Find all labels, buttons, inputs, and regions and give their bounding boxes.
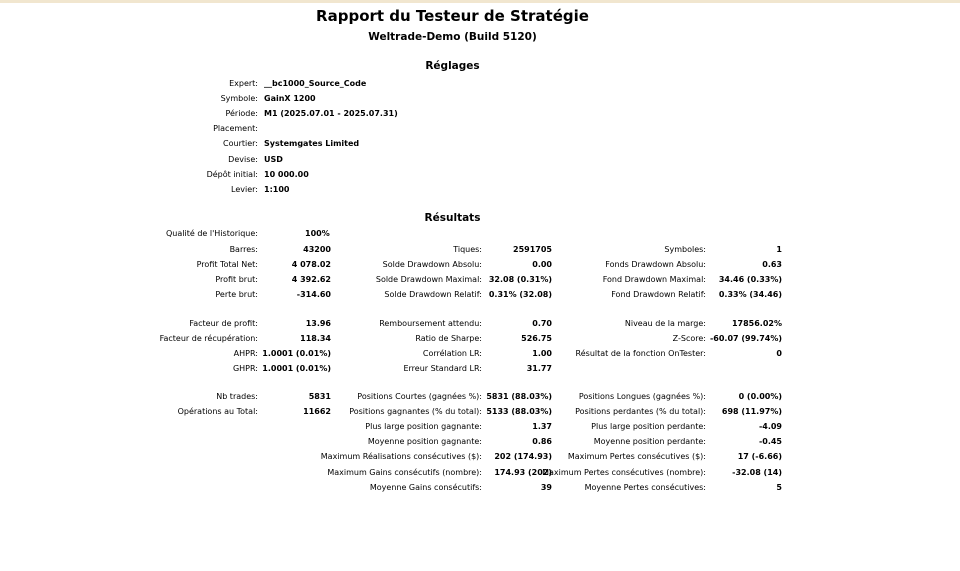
settings-label: Devise: — [228, 154, 258, 164]
top-border — [0, 0, 960, 3]
results-row — [0, 390, 960, 404]
metric-value: 0.86 — [532, 437, 552, 447]
metric-value: 5831 (88.03%) — [486, 392, 552, 401]
metric-label: Corrélation LR: — [422, 349, 482, 359]
metric-value: 5831 — [308, 392, 331, 401]
metric-label: Facteur de profit: — [189, 319, 258, 328]
metric-label: Tiques: — [453, 245, 482, 254]
settings-value: 1:100 — [264, 184, 290, 194]
metric-label: Maximum Réalisations consécutives ($): — [320, 452, 482, 462]
settings-section-title: Réglages — [425, 60, 480, 72]
metric-value: 0 — [776, 349, 782, 359]
metric-label: Profit Total Net: — [196, 260, 258, 270]
metric-value: -4.09 — [758, 422, 782, 432]
settings-label: Expert: — [229, 79, 258, 88]
settings-label: Dépôt initial: — [206, 169, 258, 179]
metric-label: Remboursement attendu: — [379, 319, 482, 328]
results-row — [0, 420, 960, 434]
settings-value: Systemgates Limited — [264, 139, 360, 149]
metric-value: 31.77 — [526, 364, 552, 374]
metric-label: Barres: — [229, 245, 258, 254]
metric-label: Moyenne Gains consécutifs: — [369, 482, 482, 492]
metric-value: 17 (-6.66) — [737, 452, 782, 462]
report-title: Rapport du Testeur de Stratégie — [316, 7, 589, 25]
metric-label: Positions Longues (gagnées %): — [578, 392, 706, 401]
metric-label: Facteur de récupération: — [159, 334, 258, 344]
metric-value: 1 — [776, 245, 782, 254]
results-row — [0, 288, 960, 302]
metric-label: Opérations au Total: — [177, 407, 258, 417]
metric-label: Ratio de Sharpe: — [415, 334, 482, 344]
metric-label: GHPR: — [232, 364, 258, 374]
settings-row — [0, 168, 960, 182]
results-row — [0, 243, 960, 257]
metric-value: -32.08 (14) — [732, 467, 782, 477]
metric-label: Symboles: — [664, 245, 706, 254]
metric-value: 0 (0.00%) — [738, 392, 782, 401]
metric-label: Moyenne position perdante: — [593, 437, 706, 447]
metric-value: 0.00 — [532, 260, 552, 270]
metric-value: 0.31% (32.08) — [488, 290, 552, 300]
metric-value: -0.45 — [758, 437, 782, 447]
metric-value: 4 078.02 — [291, 260, 331, 270]
settings-label: Période: — [225, 109, 258, 119]
history-quality-row — [0, 227, 960, 241]
metric-label: Fond Drawdown Relatif: — [611, 290, 706, 300]
metric-value: 32.08 (0.31%) — [488, 275, 552, 285]
metric-label: Positions Courtes (gagnées %): — [357, 392, 482, 401]
metric-label: Fond Drawdown Maximal: — [602, 275, 706, 285]
metric-label: Maximum Gains consécutifs (nombre): — [327, 467, 482, 477]
metric-label: Maximum Pertes consécutives (nombre): — [542, 467, 706, 477]
metric-value: 39 — [540, 482, 552, 492]
metric-value: 1.0001 (0.01%) — [262, 349, 331, 359]
metric-value: 1.00 — [532, 349, 552, 359]
results-row — [0, 405, 960, 419]
metric-value: -60.07 (99.74%) — [709, 334, 782, 344]
metric-value: -314.60 — [296, 290, 331, 300]
metric-label: Moyenne Pertes consécutives: — [584, 482, 706, 492]
metric-value: 0.33% (34.46) — [718, 290, 782, 300]
metric-value: 5 — [776, 482, 782, 492]
metric-label: Solde Drawdown Maximal: — [375, 275, 482, 285]
metric-label: Plus large position perdante: — [591, 422, 706, 432]
results-row — [0, 466, 960, 480]
settings-row — [0, 122, 960, 136]
settings-row — [0, 77, 960, 91]
metric-label: Niveau de la marge: — [624, 319, 706, 328]
settings-value: __bc1000_Source_Code — [264, 79, 367, 88]
metric-value: 526.75 — [521, 334, 552, 344]
settings-label: Symbole: — [220, 94, 258, 104]
results-row — [0, 317, 960, 331]
history-quality-label: Qualité de l'Historique: — [166, 229, 258, 238]
settings-row — [0, 107, 960, 121]
metric-label: Erreur Standard LR: — [403, 364, 482, 374]
settings-value: GainX 1200 — [264, 94, 316, 104]
metric-label: Plus large position gagnante: — [365, 422, 482, 432]
metric-value: 698 (11.97%) — [721, 407, 782, 417]
metric-value: 0.63 — [762, 260, 782, 270]
metric-value: 43200 — [303, 245, 331, 254]
metric-value: 13.96 — [305, 319, 331, 328]
results-row — [0, 347, 960, 361]
results-row — [0, 258, 960, 272]
metric-label: Profit brut: — [215, 275, 258, 285]
settings-row — [0, 137, 960, 151]
settings-row — [0, 92, 960, 106]
results-row — [0, 362, 960, 376]
metric-label: Z-Score: — [672, 334, 706, 344]
metric-label: Perte brut: — [215, 290, 258, 300]
metric-label: Moyenne position gagnante: — [367, 437, 482, 447]
settings-label: Levier: — [231, 184, 258, 194]
results-row — [0, 273, 960, 287]
metric-value: 202 (174.93) — [494, 452, 552, 462]
metric-value: 34.46 (0.33%) — [718, 275, 782, 285]
report-subtitle: Weltrade-Demo (Build 5120) — [368, 31, 537, 43]
metric-label: Positions gagnantes (% du total): — [349, 407, 482, 417]
results-row — [0, 481, 960, 495]
settings-row — [0, 183, 960, 197]
metric-label: Maximum Pertes consécutives ($): — [567, 452, 706, 462]
settings-value: USD — [264, 154, 283, 164]
metric-value: 1.0001 (0.01%) — [262, 364, 331, 374]
settings-label: Placement: — [213, 124, 258, 134]
metric-value: 11662 — [303, 407, 331, 417]
metric-value: 2591705 — [513, 245, 552, 254]
metric-value: 5133 (88.03%) — [486, 407, 552, 417]
metric-value: 174.93 (202) — [494, 467, 552, 477]
metric-label: Nb trades: — [216, 392, 258, 401]
results-section-title: Résultats — [424, 212, 481, 224]
settings-value: M1 (2025.07.01 - 2025.07.31) — [264, 109, 398, 119]
settings-row — [0, 153, 960, 167]
metric-value: 17856.02% — [731, 319, 782, 328]
metric-value: 4 392.62 — [291, 275, 331, 285]
results-row — [0, 332, 960, 346]
results-row — [0, 435, 960, 449]
metric-label: AHPR: — [233, 349, 258, 359]
metric-value: 0.70 — [532, 319, 552, 328]
metric-label: Fonds Drawdown Absolu: — [605, 260, 706, 270]
metric-label: Solde Drawdown Absolu: — [382, 260, 482, 270]
metric-label: Positions perdantes (% du total): — [575, 407, 706, 417]
settings-value: 10 000.00 — [264, 169, 309, 179]
metric-value: 118.34 — [300, 334, 331, 344]
settings-label: Courtier: — [223, 139, 258, 149]
history-quality-value: 100% — [305, 229, 330, 238]
metric-label: Solde Drawdown Relatif: — [384, 290, 482, 300]
metric-label: Résultat de la fonction OnTester: — [575, 349, 706, 359]
results-row — [0, 450, 960, 464]
metric-value: 1.37 — [532, 422, 552, 432]
